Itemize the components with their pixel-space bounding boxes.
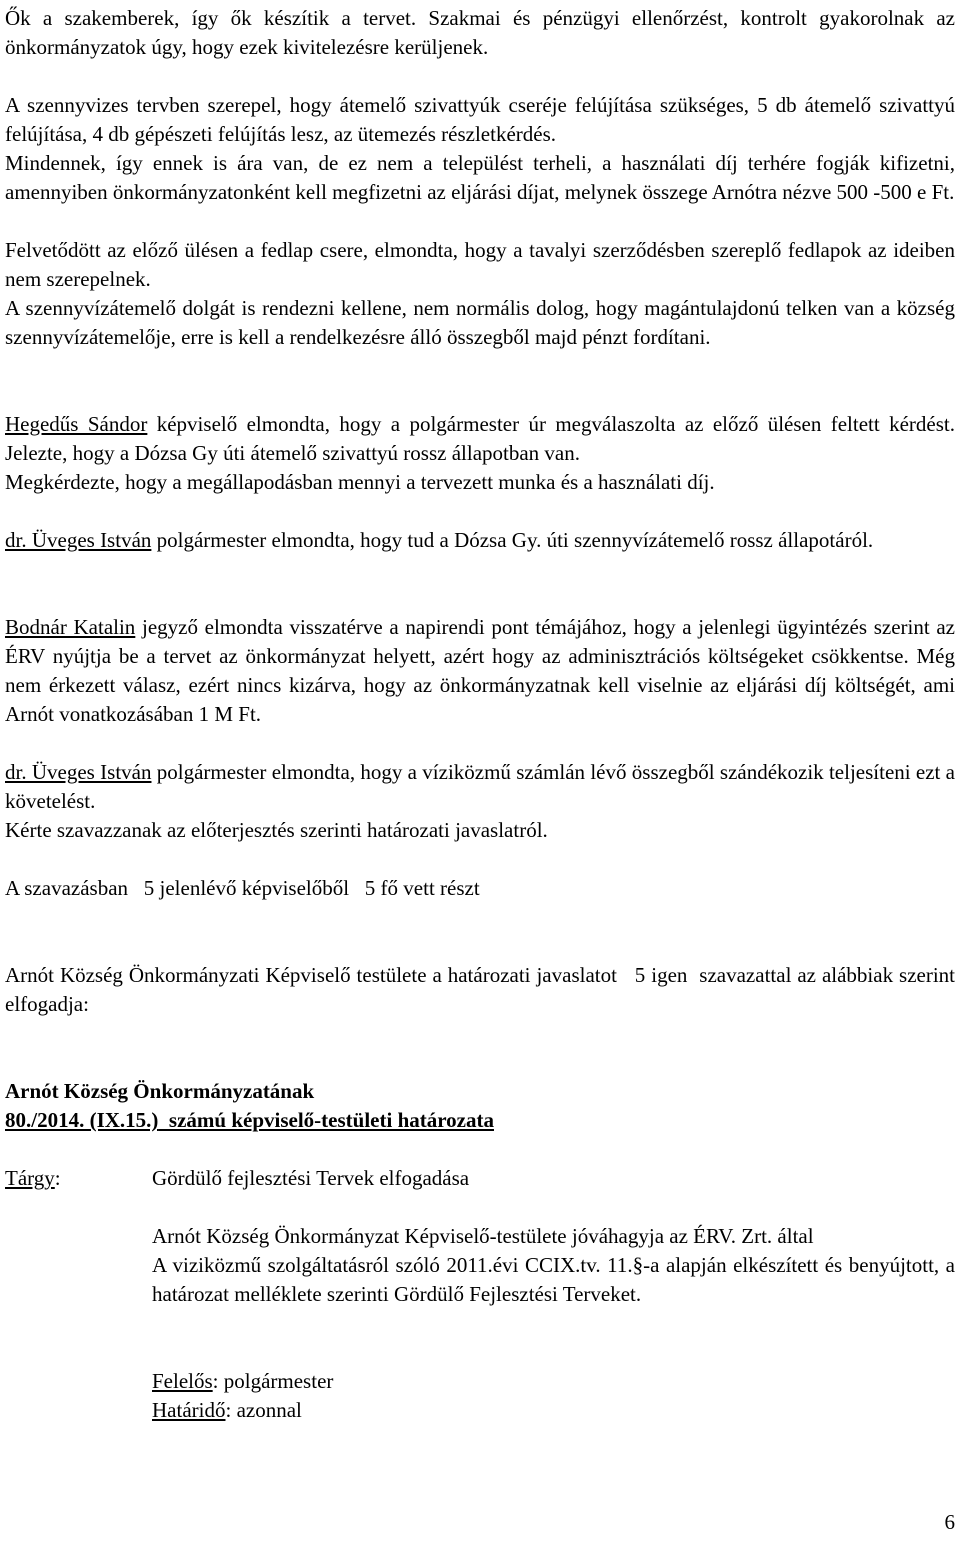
page-number: 6: [944, 1510, 955, 1534]
speaker-name-uveges-2: dr. Üveges István: [5, 760, 152, 784]
paragraph-costs: Mindennek, így ennek is ára van, de ez nem a települést terheli, a használati díj terhére fogják kifizetni, amennyiben önkormányzatonként kell megfizetni az eljárási díjat, melynek összege Arnótra nézve 500 -500 e Ft.: [5, 151, 955, 204]
resolution-deadline: [152, 1396, 955, 1425]
resolution-body-approval: Arnót Község Önkormányzat Képviselő-testülete jóváhagyja az ÉRV. Zrt. által: [152, 1224, 814, 1248]
resolution-type: számú képviselő-testületi határozata: [158, 1108, 494, 1132]
hegedus-statement: képviselő elmondta, hogy a polgármester úr megválaszolta az előző ülésen feltett kérdést. Jelezte, hogy a Dózsa Gy úti átemelő szivattyú rossz állapotban van.: [5, 412, 955, 465]
speaker-name-hegedus: Hegedűs Sándor: [5, 412, 148, 436]
paragraph-wastewater-plan: A szennyvizes tervben szerepel, hogy átemelő szivattyúk cseréje felújítása szükséges, 5 db átemelő szivattyú felújítása, 4 db gépészeti felújítás lesz, az ütemezés részletkérdés.: [5, 93, 955, 146]
resolution-body: [152, 1222, 955, 1309]
deadline-value: : azonnal: [225, 1398, 302, 1422]
uveges-statement: polgármester elmondta, hogy tud a Dózsa Gy. úti szennyvízátemelő rossz állapotáról.: [151, 528, 874, 552]
subject-label: Tárgy:: [5, 1166, 61, 1190]
resolution-number: [5, 1106, 955, 1135]
paragraph-uveges-response: [5, 526, 955, 555]
responsible-value: : polgármester: [212, 1369, 334, 1393]
paragraph-cover-replacement: Felvetődött az előző ülésen a fedlap csere, elmondta, hogy a tavalyi szerződésben szereplő fedlapok az ideiben nem szerepelnek.: [5, 238, 955, 291]
responsible-label: Felelős: [152, 1369, 213, 1393]
speaker-name-uveges: dr. Üveges István: [5, 528, 152, 552]
resolution-title: Arnót Község Önkormányzatának: [5, 1079, 315, 1103]
hegedus-question: Megkérdezte, hogy a megállapodásban mennyi a tervezett munka és a használati díj.: [5, 470, 715, 494]
decision-intro: Arnót Község Önkormányzati Képviselő testülete a határozati javaslatot 5 igen szavazattal az alábbiak szerint elfogadja:: [5, 963, 960, 1016]
resolution-body-legal-basis: A viziközmű szolgáltatásról szóló 2011.évi CCIX.tv. 11.§-a alapján elkészített és benyújtott, a határozat melléklete szerinti Gördülő Fejlesztési Terveket.: [152, 1253, 955, 1306]
speaker-name-bodnar: Bodnár Katalin: [5, 615, 136, 639]
resolution-responsible: [152, 1367, 955, 1396]
resolution-number-text: 80./2014. (IX.15.): [5, 1108, 159, 1132]
deadline-label: Határidő: [152, 1398, 226, 1422]
paragraph-pump-station: A szennyvízátemelő dolgát is rendezni kellene, nem normális dolog, hogy magántulajdonú telken van a község szennyvízátemelője, erre is kell a rendelkezésre álló összegből majd pénzt fordítani.: [5, 296, 955, 349]
paragraph-uveges-request: [5, 758, 955, 845]
vote-participation: A szavazásban 5 jelenlévő képviselőből 5 fő vett részt: [5, 876, 480, 900]
uveges-statement-2: polgármester elmondta, hogy a víziközmű számlán lévő összegből szándékozik teljesíteni ezt a követelést.: [5, 760, 956, 813]
subject-value: Gördülő fejlesztési Tervek elfogadása: [152, 1166, 470, 1190]
paragraph-bodnar: [5, 613, 955, 729]
bodnar-statement: jegyző elmondta visszatérve a napirendi pont témájához, hogy a jelenlegi ügyintézés szerint az ÉRV nyújtja be a tervet az önkormányzat helyett, azért hogy az adminisztrációs költségeket csökkentse. Még nem érkezett válasz, ezért nincs kizárva, hogy az önkormányzatnak kell viselnie az eljárási díj költségét, ami Arnót vonatkozásában 1 M Ft.: [5, 615, 955, 726]
uveges-request: Kérte szavazzanak az előterjesztés szerinti határozati javaslatról.: [5, 818, 548, 842]
paragraph-hegedus: [5, 410, 955, 497]
paragraph-experts: Ők a szakemberek, így ők készítik a tervet. Szakmai és pénzügyi ellenőrzést, kontrolt gyakorolnak az önkormányzatok úgy, hogy ezek kivitelezésre kerüljenek.: [5, 6, 955, 59]
